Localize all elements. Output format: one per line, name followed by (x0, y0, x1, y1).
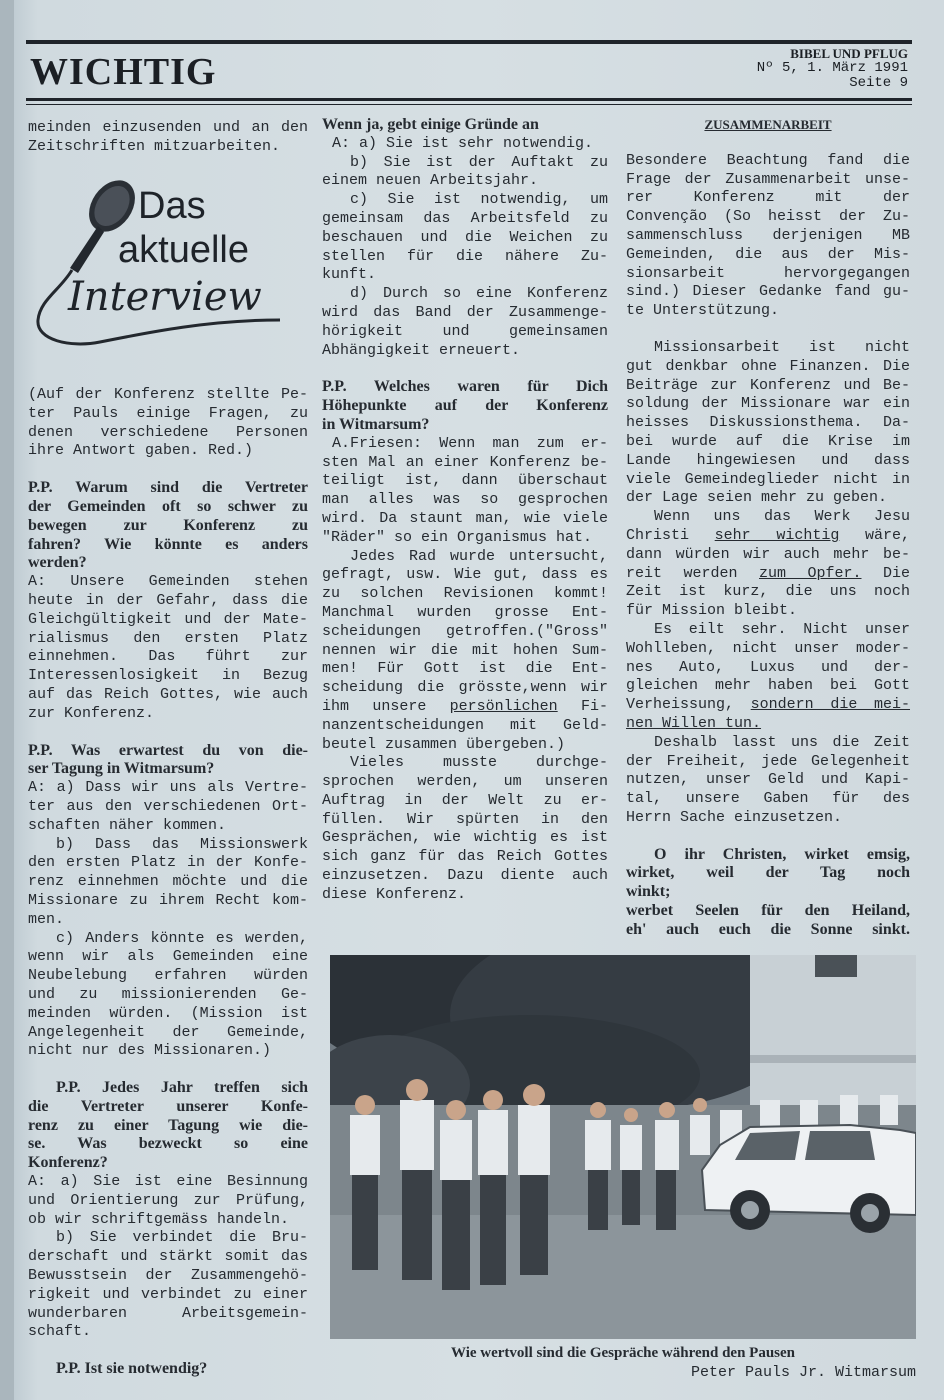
text-line: bei wurde auf die Krise im (626, 432, 910, 450)
text-line: sammenschluss derjenigen MB (626, 226, 910, 244)
text-line: gemeinsam das Arbeitsfeld zu (322, 209, 608, 227)
text-line: Gesprächen, wie wichtig es ist (322, 829, 608, 847)
text-line: der Gemeinden oft so schwer zu (28, 497, 308, 515)
text-line: scheidungen getroffen.("Gross" (322, 622, 608, 640)
masthead-info (757, 46, 908, 91)
text-line: Wenn uns das Werk Jesu (654, 508, 910, 526)
text-fragment: Fi- (557, 697, 608, 715)
text-line: Vieles musste durchge- (350, 754, 608, 772)
text-line: stellen für die nähere Zu- (322, 247, 608, 265)
answer-3 (28, 1173, 308, 1342)
text-line: wirket, weil der Tag noch (626, 864, 910, 882)
page-edge (0, 0, 14, 1400)
text-line: Missionsarbeit ist nicht (654, 338, 910, 356)
question-1 (28, 479, 308, 573)
paragraph (626, 152, 910, 321)
text-line: d) Durch so eine Konferenz (350, 285, 608, 303)
answer-1 (28, 573, 308, 723)
text-line: beutel zusammen übergeben.) (322, 735, 566, 753)
text-line: c) Anders könnte es werden, (56, 929, 308, 947)
text-line: b) Sie verbindet die Bru- (56, 1229, 308, 1247)
underlined-text: persönlichen (449, 697, 558, 715)
underlined-text: sehr wichtig (714, 526, 840, 544)
logo-word-aktuelle: aktuelle (118, 229, 249, 271)
question-2 (28, 742, 308, 780)
text-line: Zeitschriften mitzuarbeiten. (28, 137, 281, 155)
text-line: wenn wir als Gemeinden eine (28, 948, 308, 966)
text-line: b) Dass das Missionswerk (56, 835, 308, 853)
publication-name: BIBEL UND PFLUG (790, 46, 908, 61)
text-line (626, 565, 910, 584)
interview-logo (30, 170, 302, 370)
text-line: und zu missionierenden Ge- (28, 985, 308, 1003)
text-line: diese Konferenz. (322, 885, 467, 903)
logo-word-interview: Interview (68, 274, 262, 320)
question-3 (28, 1079, 308, 1173)
text-line (626, 527, 910, 546)
text-line: Angelegenheit der Gemeinde, (28, 1023, 308, 1041)
text-line: sind.) Dieser Gedanke fand gu- (626, 283, 910, 301)
text-line: P.P. Jedes Jahr treffen sich (56, 1079, 308, 1097)
text-line: Manchmal wurden grosse Ent- (322, 603, 608, 621)
issue-date: Nº 5, 1. März 1991 (756, 60, 908, 76)
underlined-text: zum Opfer. (759, 564, 862, 582)
text-line: Jedes Rad wurde untersucht, (350, 547, 608, 565)
text-line: schaften näher kommen. (28, 816, 227, 834)
text-line: den ersten Platz in der Konfe- (28, 854, 308, 872)
text-line: Es eilt sehr. Nicht unser (654, 620, 910, 638)
text-fragment: Die (861, 564, 910, 582)
question-5 (322, 378, 608, 434)
text-line: Frage der Zusammenarbeit unse- (626, 170, 910, 188)
text-line: A.Friesen: Wenn man zum er- (332, 434, 608, 452)
text-line: heisses Diskussionsthema. Da- (626, 414, 910, 432)
text-fragment: ihm unsere (322, 697, 450, 715)
question-4: P.P. Ist sie notwendig? (56, 1360, 208, 1378)
answer-5 (322, 435, 608, 905)
text-line: teiligt ist, dann überschaut (322, 472, 608, 490)
text-line: schaft. (28, 1323, 92, 1341)
text-line: derschaft und stärkt somit das (28, 1248, 308, 1266)
text-line: c) Sie ist notwendig, um (350, 191, 608, 209)
text-line: viele Gemeindeglieder nicht in (626, 470, 910, 488)
text-line: sionsarbeit hervorgegangen (626, 264, 910, 282)
text-line: einzusetzen. Dazu diente auch (322, 867, 608, 885)
paragraph (626, 339, 910, 508)
text-line: ter Pauls einige Fragen, zu (28, 404, 308, 422)
text-line: rer Konferenz mit der (626, 189, 910, 207)
text-line: beschauen und die Weichen zu (322, 228, 608, 246)
text-line: in Witmarsum? (322, 415, 430, 433)
text-line: einnehmen. Das führt zur (28, 648, 308, 666)
header-rule-thin (26, 104, 912, 105)
text-line: P.P. Warum sind die Vertreter (28, 479, 308, 497)
poem (626, 846, 910, 940)
text-line: nutzen, unser Geld und Kapi- (626, 771, 910, 789)
page-number: Seite 9 (849, 75, 908, 91)
photo-credit: Peter Pauls Jr. Witmarsum (690, 1364, 916, 1381)
text-line: wunderbaren Arbeitsgemein- (28, 1304, 308, 1322)
conference-photo (330, 955, 916, 1339)
text-line: nicht nur des Missionaren.) (28, 1042, 272, 1060)
text-line: P.P. Welches waren für Dich (322, 378, 608, 396)
text-line: A: Unsere Gemeinden stehen (28, 573, 308, 591)
text-line: Bewusstsein der Zusammengehö- (28, 1267, 308, 1285)
header-rule (26, 98, 912, 101)
text-line: sten Mal an einer Konferenz be- (322, 453, 608, 471)
paragraph (626, 621, 910, 734)
text-line: heute in der Gefahr, dass die (28, 591, 308, 609)
text-line: winkt; (626, 883, 671, 901)
article-heading: ZUSAMMENARBEIT (704, 117, 832, 132)
text-line: Herrn Sache einzusetzen. (626, 808, 843, 826)
text-line: nanzentscheidungen mit Geld- (322, 716, 608, 734)
text-line: Abhängigkeit erneuert. (322, 341, 521, 359)
text-line: Interessenlosigkeit in Bezug (28, 667, 308, 685)
top-rule (26, 40, 912, 44)
text-line: man alles was so gesprochen (322, 491, 608, 509)
text-line: werbet Seelen für den Heiland, (626, 902, 910, 920)
text-line: renz einnehmen möchte und die (28, 873, 308, 891)
text-line: b) Sie ist der Auftakt zu (350, 153, 608, 171)
text-line: A: a) Sie ist sehr notwendig. (332, 134, 594, 152)
text-line (322, 698, 608, 717)
text-line: (Auf der Konferenz stellte Pe- (28, 386, 308, 403)
text-line: soldung der Missionare war ein (626, 395, 910, 413)
text-line: ihre Antwort gaben. Red.) (28, 442, 254, 460)
text-fragment: Christi (626, 526, 715, 544)
text-line: fahren? Wie könnte es anders (28, 535, 308, 553)
text-line: bewegen zur Konferenz zu (28, 516, 308, 534)
text-line: Konferenz? (28, 1154, 108, 1172)
text-line: sich ganz für das Reich Gottes (322, 848, 608, 866)
text-line: eh' auch euch die Sonne sinkt. (626, 920, 910, 938)
text-line: Lande hingewiesen und dass (626, 451, 910, 469)
text-line: für Mission bleibt. (626, 602, 798, 620)
text-line: P.P. Was erwartest du von die- (28, 741, 308, 759)
text-line: meinden würden. (Mission ist (28, 1004, 308, 1022)
caption-text: Wie wertvoll sind die Gespräche während den Pausen (450, 1345, 796, 1361)
text-line: Wenn ja, gebt einige Gründe an (322, 116, 539, 133)
text-fragment: wäre, (839, 526, 910, 544)
text-line: zur Konferenz. (28, 704, 155, 722)
text-line: gefragt, usw. Wie gut, dass es (322, 566, 608, 584)
text-line: tal, unsere Gaben für des (626, 790, 910, 808)
text-line: einem neuen Arbeitsjahr. (322, 172, 539, 190)
underlined-text: sondern die mei- (750, 696, 910, 714)
text-line: te Unterstützung. (626, 302, 780, 320)
text-line: und Orientierung zur Prüfung, (28, 1191, 308, 1209)
text-line (626, 696, 910, 715)
intro-paragraph (28, 386, 308, 461)
text-line: Gleichgültigkeit und der Mate- (28, 610, 308, 628)
text-line: denen verschiedene Personen (28, 423, 308, 441)
column-2 (322, 116, 608, 905)
text-line: ser Tagung in Witmarsum? (28, 760, 215, 778)
text-line: kunft. (322, 266, 377, 284)
text-line: dann würden wir auch mehr be- (626, 545, 910, 563)
text-line: Zeit ist kurz, die uns noch (626, 583, 910, 601)
text-line: hörigkeit und gemeinsamen (322, 322, 608, 340)
text-line: O ihr Christen, wirket emsig, (654, 845, 910, 863)
text-line: ob wir schriftgemäss handeln. (28, 1210, 290, 1228)
text-line: Convenção (So heisst der Zu- (626, 208, 910, 226)
underlined-text: nen Willen tun. (626, 714, 762, 732)
text-line: zu solchen Revisionen kommt! (322, 585, 608, 603)
text-line: rialismus den ersten Platz (28, 629, 308, 647)
text-line: ter aus den verschiedenen Ort- (28, 797, 308, 815)
paragraph (626, 508, 910, 621)
column-1-top (28, 119, 308, 157)
text-line: nes Auto, Luxus und der- (626, 658, 910, 676)
text-line: men. (28, 910, 65, 928)
text-line: die Vertreter unserer Konfe- (28, 1097, 308, 1115)
text-line: Wohlleben, nicht unser moder- (626, 639, 910, 657)
text-line: gleichen mehr haben bei Gott (626, 677, 910, 695)
text-line: scheidung die grösste,wenn wir (322, 679, 608, 697)
paragraph (626, 734, 910, 828)
text-fragment: Verheissung, (626, 696, 751, 714)
text-line: A: a) Sie ist eine Besinnung (28, 1173, 308, 1191)
text-fragment: reit werden (626, 564, 759, 582)
text-line: "Räder" so ein Organismus hat. (322, 528, 593, 546)
section-title: WICHTIG (30, 51, 217, 93)
text-line: Gemeinden, die aus der Mis- (626, 245, 910, 263)
text-line: wird. Da staunt man, wie viele (322, 509, 608, 527)
text-line: Besondere Beachtung fand die (626, 151, 910, 169)
text-line: auf das Reich Gottes, wie auch (28, 685, 308, 703)
text-line: renz zu einer Tagung wie die- (28, 1116, 308, 1134)
text-line: werden? (28, 554, 87, 572)
text-line: der Freiheit, jede Gelegenheit (626, 752, 910, 770)
text-line: Neubelebung erfahren würden (28, 967, 308, 985)
text-line: Höhepunkte auf der Konferenz (322, 397, 608, 415)
text-line: wird das Band der Zusammenge- (322, 303, 608, 321)
text-line: Deshalb lasst uns die Zeit (654, 733, 910, 751)
text-line: sprochen werden, um unseren (322, 773, 608, 791)
answer-2 (28, 779, 308, 1061)
text-line: Auftrag in der Welt zu er- (322, 791, 608, 809)
text-line: gut denkbar ohne Finanzen. Die (626, 357, 910, 375)
text-line: füllen. Wir spürten in den (322, 810, 608, 828)
text-line: se. Was bezweckt so eine (28, 1135, 308, 1153)
text-line: nennen wir die mit hohen Sum- (322, 641, 608, 659)
text-line: der Lage seien mehr zu geben. (626, 489, 888, 507)
logo-word-das: Das (138, 185, 206, 227)
text-line: Beiträge zur Konferenz und Be- (626, 376, 910, 394)
text-line: meinden einzusenden und an den (28, 119, 308, 136)
photo-caption (330, 1343, 916, 1383)
text-line: men! Für Gott ist die Ent- (322, 660, 608, 678)
text-line: rigkeit und verbindet zu einer (28, 1285, 308, 1303)
text-line: Missionare zu ihrem Recht kom- (28, 891, 308, 909)
column-3 (626, 116, 910, 940)
answer-4 (322, 116, 608, 360)
text-line: A: a) Dass wir uns als Vertre- (28, 779, 308, 797)
column-1 (28, 386, 308, 1379)
